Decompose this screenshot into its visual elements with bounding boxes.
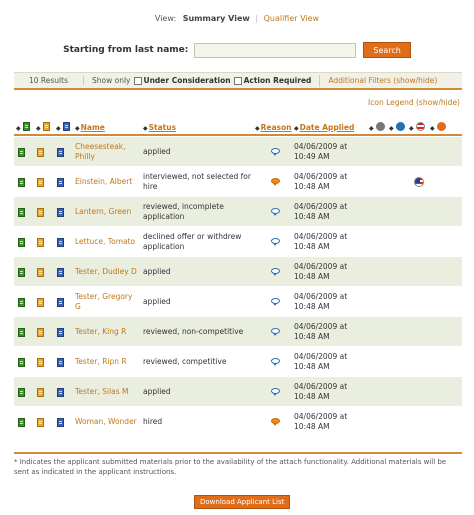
date-applied: 04/06/2009 at 10:48 AM — [294, 321, 348, 341]
date-applied: 04/06/2009 at 10:48 AM — [294, 201, 348, 221]
pdf-icon[interactable] — [63, 122, 70, 131]
results-count: 10 Results — [14, 76, 84, 85]
veteran-icon[interactable] — [376, 122, 385, 131]
document-icon[interactable] — [37, 358, 44, 367]
table-row — [14, 197, 462, 227]
reason-column-header[interactable]: ◆Reason — [255, 123, 292, 132]
comment-bubble-icon[interactable] — [271, 358, 280, 364]
date-applied: 04/06/2009 at 10:48 AM — [294, 351, 348, 371]
comment-bubble-icon[interactable] — [271, 208, 280, 214]
table-row — [14, 257, 462, 287]
qualifier-view-link[interactable]: Qualifier View — [263, 14, 320, 23]
spreadsheet-icon[interactable] — [18, 328, 25, 337]
spreadsheet-icon[interactable] — [18, 388, 25, 397]
document-icon[interactable] — [37, 208, 44, 217]
applicant-status: reviewed, incomplete application — [143, 201, 224, 221]
date-applied: 04/06/2009 at 10:48 AM — [294, 411, 348, 431]
document-icon[interactable] — [37, 388, 44, 397]
applicant-status: reviewed, competitive — [143, 356, 227, 366]
document-icon[interactable] — [37, 148, 44, 157]
last-name-search-input[interactable] — [194, 43, 356, 58]
applicant-table — [14, 137, 462, 437]
date-applied: 04/06/2009 at 10:49 AM — [294, 141, 348, 161]
action-required-checkbox[interactable] — [234, 77, 242, 85]
table-row — [14, 407, 462, 437]
document-icon[interactable] — [37, 298, 44, 307]
table-row — [14, 167, 462, 197]
date-applied: 04/06/2009 at 10:48 AM — [294, 171, 348, 191]
sort-arrows-icon[interactable]: ◆ — [369, 125, 374, 132]
comment-bubble-icon[interactable] — [271, 418, 280, 424]
document-icon[interactable] — [37, 268, 44, 277]
download-applicant-list-button[interactable]: Download Applicant List — [194, 495, 290, 509]
show-only-label: Show only — [92, 76, 131, 85]
document-icon[interactable] — [37, 178, 44, 187]
applicant-name-link[interactable]: Woman, Wonder — [75, 416, 137, 426]
pdf-icon[interactable] — [57, 208, 64, 217]
spreadsheet-icon[interactable] — [18, 418, 25, 427]
spreadsheet-icon[interactable] — [18, 298, 25, 307]
search-button[interactable]: Search — [363, 42, 410, 58]
document-icon[interactable] — [43, 122, 50, 131]
search-label: Starting from last name: — [63, 45, 189, 55]
view-label: View: — [154, 14, 177, 23]
sort-arrows-icon[interactable]: ◆ — [56, 125, 61, 132]
action-required-label: Action Required — [243, 76, 312, 85]
comment-bubble-icon[interactable] — [271, 238, 280, 244]
table-row — [14, 317, 462, 347]
flag-icon[interactable] — [416, 122, 425, 131]
comment-bubble-icon[interactable] — [271, 148, 280, 154]
table-row — [14, 227, 462, 257]
spreadsheet-icon[interactable] — [18, 358, 25, 367]
flag-icon — [414, 177, 424, 187]
sort-arrows-icon[interactable]: ◆ — [389, 125, 394, 132]
additional-filters-link[interactable]: Additional Filters (show/hide) — [328, 76, 438, 85]
info-icon[interactable] — [396, 122, 405, 131]
document-icon[interactable] — [37, 328, 44, 337]
applicant-status: applied — [143, 266, 171, 276]
applicant-status: declined offer or withdrew application — [143, 231, 242, 251]
under-consideration-checkbox[interactable] — [134, 77, 142, 85]
date-sort-link[interactable]: Date Applied — [299, 123, 355, 132]
sort-arrows-icon[interactable]: ◆ — [36, 125, 41, 132]
table-row — [14, 377, 462, 407]
comment-bubble-icon[interactable] — [271, 298, 280, 304]
applicant-name-link[interactable]: Cheesesteak, Philly — [75, 141, 126, 161]
pdf-icon[interactable] — [57, 238, 64, 247]
summary-view-current: Summary View — [182, 14, 250, 23]
filter-bar — [14, 72, 462, 90]
name-sort-link[interactable]: Name — [80, 123, 105, 132]
applicant-name-link[interactable]: Tester, Silas M — [75, 386, 129, 396]
applicant-name-link[interactable]: Tester, King R — [75, 326, 127, 336]
table-row — [14, 137, 462, 167]
pdf-icon[interactable] — [57, 148, 64, 157]
pdf-icon[interactable] — [57, 298, 64, 307]
applicant-name-link[interactable]: Lantern, Green — [75, 206, 132, 216]
document-icon[interactable] — [37, 418, 44, 427]
footnote: * Indicates the applicant submitted materials prior to the availability of the attach functionality. Additional materials will be sent as indicated in the applicant instructions. — [14, 452, 462, 477]
view-switcher — [0, 14, 474, 23]
pdf-icon[interactable] — [57, 418, 64, 427]
comment-bubble-icon[interactable] — [271, 268, 280, 274]
table-row — [14, 347, 462, 377]
status-column-header[interactable]: ◆Status — [143, 123, 177, 132]
date-applied: 04/06/2009 at 10:48 AM — [294, 231, 348, 251]
pdf-icon[interactable] — [57, 388, 64, 397]
sort-arrows-icon[interactable]: ◆ — [16, 125, 21, 132]
name-column-header[interactable]: ◆Name — [75, 123, 105, 132]
alert-icon[interactable] — [437, 122, 446, 131]
sort-arrows-icon[interactable]: ◆ — [409, 125, 414, 132]
spreadsheet-icon[interactable] — [23, 122, 30, 131]
applicant-status: hired — [143, 416, 163, 426]
spreadsheet-icon[interactable] — [18, 148, 25, 157]
status-sort-link[interactable]: Status — [148, 123, 177, 132]
spreadsheet-icon[interactable] — [18, 208, 25, 217]
applicant-status: reviewed, non-competitive — [143, 326, 244, 336]
applicant-name-link[interactable]: Tester, Ripn R — [75, 356, 127, 366]
date-column-header[interactable]: ◆Date Applied — [294, 123, 355, 132]
comment-bubble-icon[interactable] — [271, 328, 280, 334]
date-applied: 04/06/2009 at 10:48 AM — [294, 261, 348, 281]
spreadsheet-icon[interactable] — [18, 268, 25, 277]
document-icon[interactable] — [37, 238, 44, 247]
icon-legend-link[interactable]: Icon Legend (show/hide) — [368, 98, 460, 107]
applicant-status: interviewed, not selected for hire — [143, 171, 251, 191]
table-row — [14, 287, 462, 317]
applicant-name-link[interactable]: Einstein, Albert — [75, 176, 133, 186]
filter-divider — [319, 75, 320, 87]
pdf-icon[interactable] — [57, 178, 64, 187]
search-row — [0, 42, 474, 58]
date-applied: 04/06/2009 at 10:48 AM — [294, 381, 348, 401]
applicant-status: applied — [143, 386, 171, 396]
comment-bubble-icon[interactable] — [271, 388, 280, 394]
comment-bubble-icon[interactable] — [271, 178, 280, 184]
spreadsheet-icon[interactable] — [18, 178, 25, 187]
date-applied: 04/06/2009 at 10:48 AM — [294, 291, 348, 311]
reason-sort-link[interactable]: Reason — [260, 123, 292, 132]
spreadsheet-icon[interactable] — [18, 238, 25, 247]
applicant-name-link[interactable]: Tester, Dudley D — [75, 266, 137, 276]
pdf-icon[interactable] — [57, 358, 64, 367]
applicant-name-link[interactable]: Lettuce, Tomato — [75, 236, 136, 246]
view-separator: | — [255, 14, 259, 23]
pdf-icon[interactable] — [57, 268, 64, 277]
applicant-name-link[interactable]: Tester, Gregory G — [75, 291, 133, 311]
under-consideration-label: Under Consideration — [143, 76, 231, 85]
sort-arrows-icon[interactable]: ◆ — [430, 125, 435, 132]
applicant-status: applied — [143, 146, 171, 156]
table-header — [14, 121, 462, 136]
pdf-icon[interactable] — [57, 328, 64, 337]
applicant-status: applied — [143, 296, 171, 306]
